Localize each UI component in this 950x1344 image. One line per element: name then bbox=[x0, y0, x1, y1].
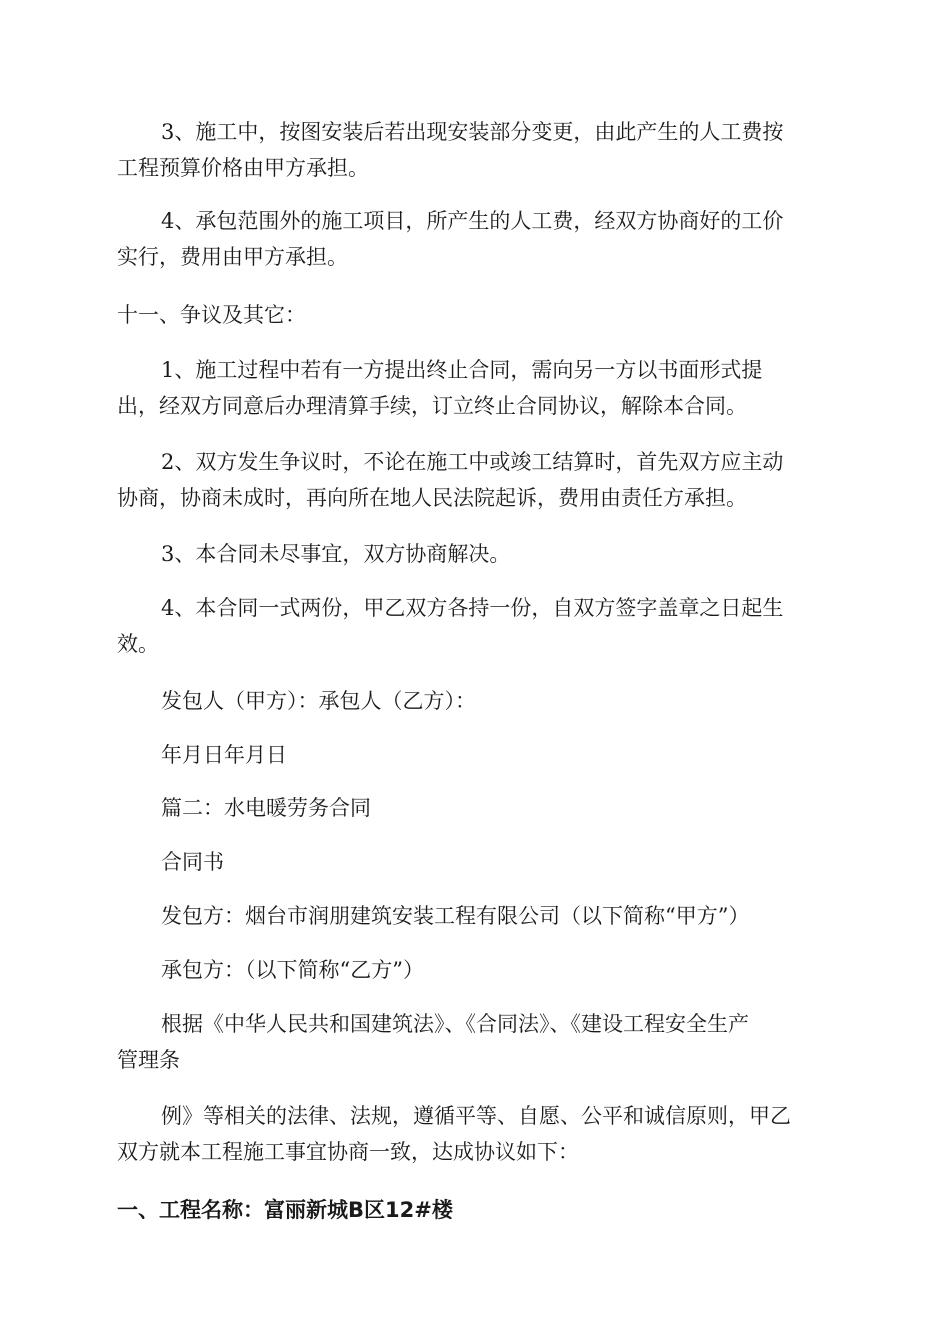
paragraph-line: 2、双方发生争议时，不论在施工中或竣工结算时，首先双方应主动 bbox=[161, 450, 784, 474]
paragraph-line: 篇二：水电暖劳务合同 bbox=[161, 796, 371, 820]
party-b-line bbox=[117, 952, 837, 988]
paragraph-line: 发包人（甲方）：承包人（乙方）： bbox=[161, 689, 476, 713]
paragraph-line: 合同书 bbox=[161, 850, 224, 874]
paragraph-line: 实行，费用由甲方承担。 bbox=[117, 245, 348, 269]
paragraph-line: 例》等相关的法律、法规，遵循平等、自愿、公平和诚信原则，甲乙 bbox=[161, 1104, 791, 1128]
paragraph-copies bbox=[117, 590, 837, 662]
paragraph-dispute-resolution bbox=[117, 444, 837, 516]
paragraph-line: 年月日年月日 bbox=[161, 743, 287, 767]
paragraph-line: 出，经双方同意后办理清算手续，订立终止合同协议，解除本合同。 bbox=[117, 394, 747, 418]
paragraph-principles bbox=[117, 1098, 837, 1170]
paragraph-termination bbox=[117, 352, 837, 424]
paragraph-line: 承包方：（以下简称“乙方”） bbox=[161, 958, 424, 982]
paragraph-line: 协商，协商未成时，再向所在地人民法院起诉，费用由责任方承担。 bbox=[117, 486, 747, 510]
paragraph-line: 1、施工过程中若有一方提出终止合同，需向另一方以书面形式提 bbox=[161, 358, 763, 382]
paragraph-line: 4、承包范围外的施工项目，所产生的人工费，经双方协商好的工价 bbox=[161, 209, 784, 233]
paragraph-legal-basis bbox=[117, 1006, 837, 1078]
chapter-title bbox=[117, 790, 837, 826]
paragraph-line: 4、本合同一式两份，甲乙双方各持一份，自双方签字盖章之日起生 bbox=[161, 596, 784, 620]
section-heading-project-name bbox=[117, 1192, 837, 1228]
paragraph-change-labor-cost bbox=[117, 114, 837, 186]
paragraph-line: 双方就本工程施工事宜协商一致，达成协议如下： bbox=[117, 1140, 579, 1164]
paragraph-line: 3、施工中，按图安装后若出现安装部分变更，由此产生的人工费按 bbox=[161, 120, 784, 144]
paragraph-line: 根据《中华人民共和国建筑法》、《合同法》、《建设工程安全生产 bbox=[161, 1012, 749, 1036]
signature-parties bbox=[117, 683, 837, 719]
paragraph-out-of-scope-work bbox=[117, 203, 837, 275]
paragraph-line: 发包方：烟台市润朋建筑安装工程有限公司（以下简称“甲方”） bbox=[161, 904, 750, 928]
paragraph-line: 3、本合同未尽事宜，双方协商解决。 bbox=[161, 542, 511, 566]
paragraph-unresolved-matters bbox=[117, 536, 837, 572]
paragraph-line: 一、工程名称：富丽新城B区12#楼 bbox=[117, 1198, 453, 1222]
contract-title bbox=[117, 844, 837, 880]
paragraph-line: 十一、争议及其它： bbox=[117, 303, 306, 327]
paragraph-line: 管理条 bbox=[117, 1048, 180, 1072]
party-a-line bbox=[117, 898, 837, 934]
section-heading-disputes bbox=[117, 297, 837, 333]
paragraph-line: 工程预算价格由甲方承担。 bbox=[117, 156, 369, 180]
paragraph-line: 效。 bbox=[117, 632, 159, 656]
signature-dates bbox=[117, 737, 837, 773]
